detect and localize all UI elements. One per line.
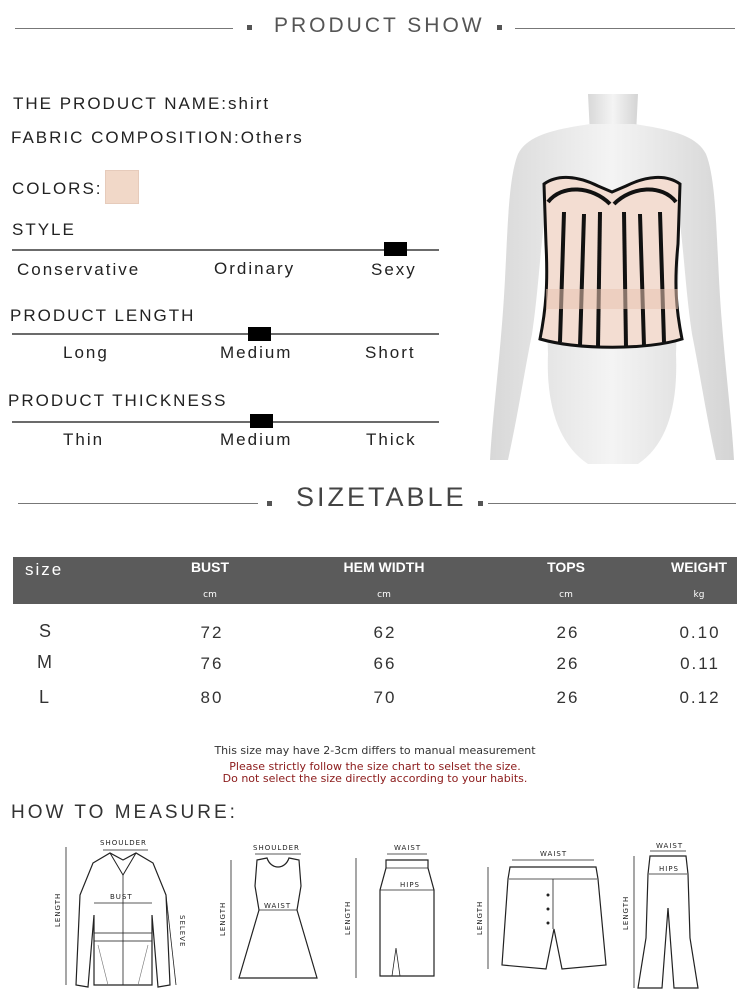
colors-label: COLORS: <box>12 179 103 198</box>
length-scale-line <box>12 333 439 335</box>
sizetable-line-left <box>18 503 258 504</box>
thickness-scale-line <box>12 421 439 423</box>
skirt-hips-label: HIPS <box>400 881 420 889</box>
product-photo <box>488 94 736 464</box>
column-unit-bust: cm <box>203 590 217 600</box>
style-title: STYLE <box>12 220 76 239</box>
dress-measure-diagram <box>213 838 323 988</box>
thickness-option-thin: Thin <box>63 430 105 449</box>
thickness-scale-marker <box>250 414 273 428</box>
pants-measure-diagram <box>622 838 712 993</box>
thickness-option-thick: Thick <box>366 430 417 449</box>
table-row-size-s: S <box>39 621 52 641</box>
color-swatch[interactable] <box>105 170 139 204</box>
how-to-measure-title: HOW TO MEASURE: <box>11 802 238 823</box>
sizetable-dot-right <box>478 501 483 506</box>
fabric-composition: FABRIC COMPOSITION:Others <box>11 128 304 147</box>
shorts-length-label: LENGTH <box>476 900 484 935</box>
jacket-length-label: LENGTH <box>54 892 62 927</box>
column-unit-tops: cm <box>559 590 573 600</box>
table-row-size-m: M <box>37 652 52 672</box>
dress-shoulder-label: SHOULDER <box>253 844 300 852</box>
jacket-seleve-label: SELEVE <box>178 915 186 948</box>
table-cell-weight-l: 0.12 <box>679 688 721 707</box>
thickness-title: PRODUCT THICKNESS <box>8 391 228 410</box>
skirt-measure-diagram <box>340 840 450 990</box>
length-option-short: Short <box>365 343 416 362</box>
length-option-long: Long <box>63 343 109 362</box>
column-header-bust: BUST <box>190 559 230 575</box>
column-header-hem-width: HEM WIDTH <box>343 559 425 575</box>
table-cell-tops-l: 26 <box>556 688 580 707</box>
shorts-waist-label: WAIST <box>540 850 568 858</box>
jacket-measure-diagram <box>48 835 198 995</box>
table-cell-hem-l: 70 <box>373 688 397 707</box>
sizetable-dot-left <box>267 501 272 506</box>
table-row-size-l: L <box>39 687 50 707</box>
jacket-shoulder-label: SHOULDER <box>100 839 147 847</box>
table-cell-hem-s: 62 <box>373 623 397 642</box>
table-cell-bust-s: 72 <box>200 623 224 642</box>
table-cell-bust-l: 80 <box>200 688 224 707</box>
table-cell-weight-s: 0.10 <box>679 623 721 642</box>
table-cell-hem-m: 66 <box>373 654 397 673</box>
column-header-weight: WEIGHT <box>671 559 727 575</box>
pants-length-label: LENGTH <box>622 895 630 930</box>
header-line-right <box>515 28 735 29</box>
thickness-option-medium: Medium <box>220 430 293 449</box>
column-unit-hem-width: cm <box>377 590 391 600</box>
product-name: THE PRODUCT NAME:shirt <box>13 94 271 113</box>
pants-waist-label: WAIST <box>656 842 684 850</box>
skirt-length-label: LENGTH <box>344 900 352 935</box>
column-unit-weight: kg <box>693 590 705 600</box>
length-scale-marker <box>248 327 271 341</box>
pants-hips-label: HIPS <box>659 865 679 873</box>
table-cell-tops-s: 26 <box>556 623 580 642</box>
dress-waist-label: WAIST <box>264 902 292 910</box>
style-option-conservative: Conservative <box>17 260 141 279</box>
length-title: PRODUCT LENGTH <box>10 306 196 325</box>
product-show-title: PRODUCT SHOW <box>274 14 485 37</box>
header-line-left <box>15 28 233 29</box>
style-option-sexy: Sexy <box>371 260 417 279</box>
dress-length-label: LENGTH <box>219 901 227 936</box>
jacket-bust-label: BUST <box>110 893 133 901</box>
table-cell-tops-m: 26 <box>556 654 580 673</box>
table-cell-bust-m: 76 <box>200 654 224 673</box>
header-dot-right <box>497 25 502 30</box>
style-option-ordinary: Ordinary <box>214 259 296 278</box>
style-scale-marker <box>384 242 407 256</box>
note-habits: Do not select the size directly according to your habits. <box>222 772 528 785</box>
skirt-waist-label: WAIST <box>394 844 422 852</box>
column-header-tops: TOPS <box>547 559 585 575</box>
note-follow-chart: Please strictly follow the size chart to selset the size. <box>229 760 521 773</box>
length-option-medium: Medium <box>220 343 293 362</box>
style-scale-line <box>12 249 439 251</box>
table-cell-weight-m: 0.11 <box>680 654 720 673</box>
note-measurement: This size may have 2-3cm differs to manual measurement <box>214 744 536 757</box>
sizetable-line-right <box>488 503 736 504</box>
header-dot-left <box>247 25 252 30</box>
shorts-measure-diagram <box>476 845 616 975</box>
size-column-header: size <box>25 560 64 579</box>
sizetable-title: SIZETABLE <box>296 482 467 512</box>
